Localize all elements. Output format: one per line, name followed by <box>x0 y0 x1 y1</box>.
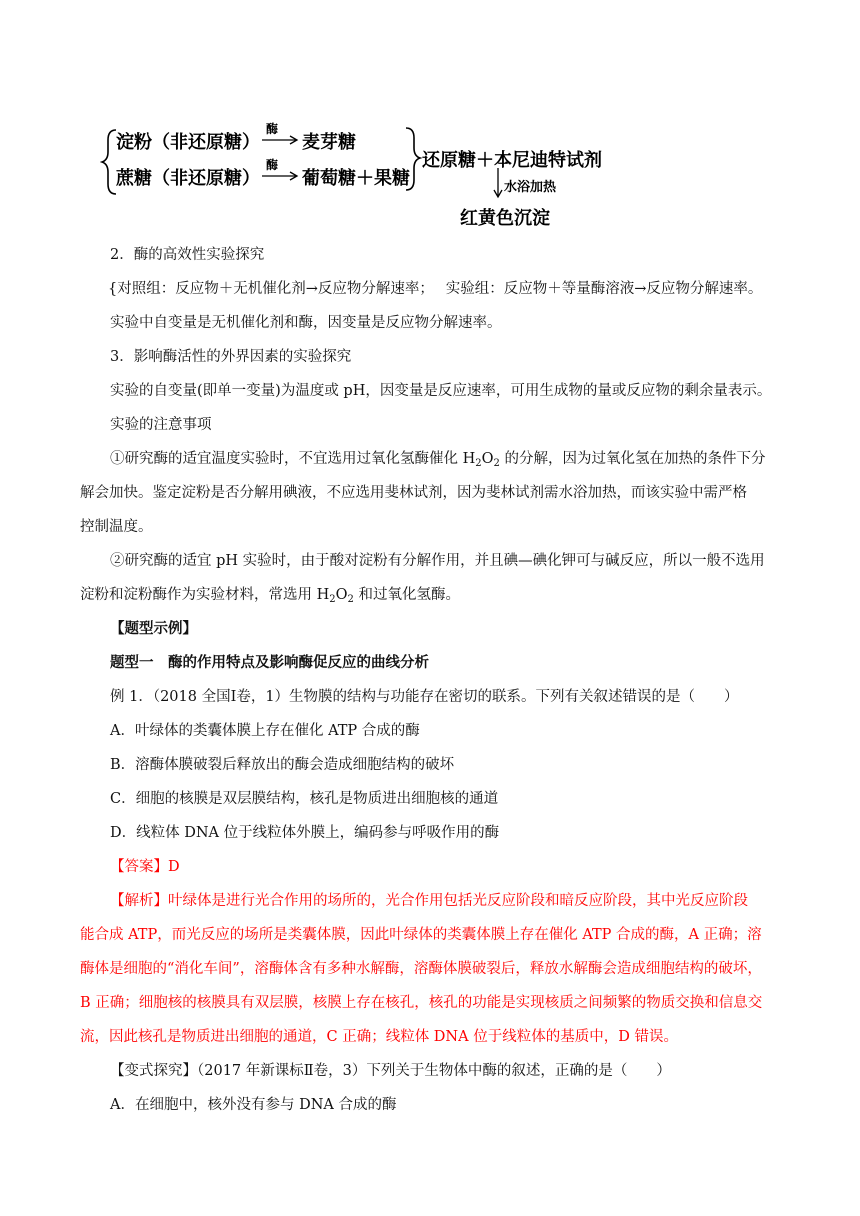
water-bath-label: 水浴加热 <box>504 180 557 195</box>
left-brace <box>102 130 116 194</box>
option-c: C．细胞的核膜是双层膜结构，核孔是物质进出细胞核的通道 <box>110 791 499 807</box>
text-line: ②研究酶的适宜 pH 实验时，由于酸对淀粉有分解作用，并且碘—碘化钾可与碱反应，所以一般不选用 <box>110 553 765 569</box>
enzyme-label-2: 酶 <box>266 158 279 172</box>
option-d: D．线粒体 DNA 位于线粒体外膜上，编码参与呼吸作用的酶 <box>110 825 500 841</box>
text-line: {对照组：反应物＋无机催化剂→反应物分解速率； 实验组：反应物＋等量酶溶液→反应物分解速率。 <box>108 281 763 297</box>
text-line: 控制温度。 <box>80 519 153 535</box>
text-line: 实验的注意事项 <box>110 417 212 433</box>
section-heading-efficiency: 2．酶的高效性实验探究 <box>110 247 265 263</box>
variant-option-a: A．在细胞中，核外没有参与 DNA 合成的酶 <box>110 1097 397 1113</box>
analysis-line: B 正确；细胞核的核膜具有双层膜，核膜上存在核孔，核孔的功能是实现核质之间频繁的物质交换和信息交 <box>80 995 763 1011</box>
enzyme-label-1: 酶 <box>266 122 279 136</box>
text-line-h2o2-ph: 淀粉和淀粉酶作为实验材料，常选用 $H_2O_2$ 和过氧化氢酶。 <box>80 587 461 605</box>
example-question: 例 1．（2018 全国Ⅰ卷，1）生物膜的结构与功能存在密切的联系。下列有关叙述错误的是（ ） <box>110 689 739 705</box>
maltose-label: 麦芽糖 <box>302 132 356 153</box>
text-line: 解会加快。鉴定淀粉是否分解用碘液，不应选用斐林试剂，因为斐林试剂需水浴加热，而该实验中需严格 <box>80 485 747 501</box>
text-line-h2o2-temp: ①研究酶的适宜温度实验时，不宜选用过氧化氢酶催化 $H_2O_2$ 的分解，因为过氧化氢在加热的条件下分 <box>110 451 766 469</box>
answer-line: 【答案】D <box>110 859 180 875</box>
option-b: B．溶酶体膜破裂后释放出的酶会造成细胞结构的破坏 <box>110 757 455 773</box>
sugar-test-diagram <box>100 108 620 228</box>
analysis-line: 酶体是细胞的“消化车间”，溶酶体含有多种水解酶，溶酶体膜破裂后，释放水解酶会造成细胞结构的破坏， <box>80 961 762 977</box>
text-line: 实验的自变量(即单一变量)为温度或 pH，因变量是反应速率，可用生成物的量或反应物的剩余量表示。 <box>110 383 772 399</box>
question-types-heading: 【题型示例】 <box>110 620 197 637</box>
reducing-sugar-reagent-label: 还原糖＋本尼迪特试剂 <box>422 150 602 171</box>
sucrose-label: 蔗糖（非还原糖） <box>116 168 260 189</box>
section-heading-factors: 3．影响酶活性的外界因素的实验探究 <box>110 349 352 365</box>
question-type-title: 题型一 酶的作用特点及影响酶促反应的曲线分析 <box>110 654 429 671</box>
glucose-fructose-label: 葡萄糖＋果糖 <box>302 168 410 189</box>
text-line: 实验中自变量是无机催化剂和酶，因变量是反应物分解速率。 <box>110 315 502 331</box>
variant-question: 【变式探究】（2017 年新课标Ⅱ卷，3）下列关于生物体中酶的叙述，正确的是（ ） <box>110 1063 671 1079</box>
analysis-line: 【解析】叶绿体是进行光合作用的场所的，光合作用包括光反应阶段和暗反应阶段，其中光反应阶段 <box>110 893 748 909</box>
analysis-line: 能合成 ATP，而光反应的场所是类囊体膜，因此叶绿体的类囊体膜上存在催化 ATP 合成的酶，A 正确；溶 <box>80 927 762 943</box>
analysis-line: 流，因此核孔是物质进出细胞的通道，C 正确；线粒体 DNA 位于线粒体的基质中，D 错误。 <box>80 1029 678 1045</box>
starch-label: 淀粉（非还原糖） <box>116 132 260 153</box>
option-a: A．叶绿体的类囊体膜上存在催化 ATP 合成的酶 <box>110 723 420 739</box>
precipitate-label: 红黄色沉淀 <box>460 208 550 229</box>
